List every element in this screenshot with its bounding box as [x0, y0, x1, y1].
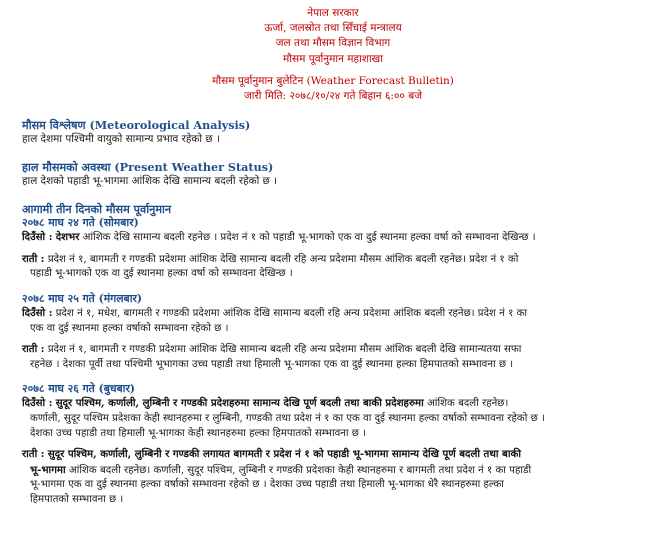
- forecast-title: आगामी तीन दिनको मौसम पूर्वानुमान: [22, 202, 172, 217]
- department-name: जल तथा मौसम विज्ञान विभाग: [275, 37, 391, 50]
- night-label: राती :: [22, 448, 45, 461]
- analysis-title: मौसम विश्लेषण (Meteorological Analysis): [22, 118, 251, 133]
- night-forecast: [22, 342, 644, 358]
- daytime-label: दिउँसो :: [22, 397, 53, 410]
- night-label: राती :: [22, 252, 45, 265]
- govt-name: नेपाल सरकार: [307, 7, 359, 19]
- night-forecast: [22, 252, 644, 268]
- daytime-region: सुदूर पश्चिम, कर्णाली, लुम्बिनी र गण्डकी प्रदेशहरुमा सामान्य देखि पूर्ण बदली तथा बाकी प्रदेशहरुमा: [55, 397, 424, 410]
- forecast-day: [22, 292, 644, 372]
- daytime-label: दिउँसो :: [22, 307, 53, 319]
- daytime-tail: आंशिक बदली रहनेछ।: [427, 398, 509, 410]
- current-body: हाल देशको पहाडी भू-भागमा आंशिक देखि सामान्य बदली रहेको छ ।: [22, 175, 278, 188]
- daytime-forecast: [22, 306, 644, 322]
- daytime-text: प्रदेश नं १, मधेश, बागमती र गण्डकी प्रदेशमा आंशिक देखि सामान्य बदली रहि अन्य प्रदेशमा आंशिक बदली रहनेछ। प्रदेश नं १ का: [55, 308, 528, 319]
- issue-date: जारी मिति: २०७८/१०/२४ गते बिहान ६:०० बजे: [244, 90, 422, 103]
- night-text-cont: रहनेछ । देशका पूर्वी तथा पश्चिमी भूभागका उच्च पहाडी तथा हिमाली भू-भागका एक वा दुई स्थानमा हल्का हिमपातको सम्भावना छ ।: [30, 358, 514, 370]
- analysis-section: [22, 118, 644, 146]
- forecast-day: [22, 382, 644, 507]
- night-region-cont: भू-भागमा: [30, 463, 66, 476]
- analysis-body: हाल देशमा पश्चिमी वायुको सामान्य प्रभाव रहेको छ ।: [22, 133, 220, 146]
- bulletin-header: [22, 6, 644, 104]
- daytime-text-cont: कर्णाली, सुदूर पश्चिम प्रदेशका केही स्थानहरुमा र लुम्बिनी, गण्डकी तथा प्रदेश नं १ का एक वा दुई स्थानमा हल्का वर्षाको सम्भावना रहेको छ ।: [30, 412, 545, 424]
- day-date: २०७८ माघ २४ गते (सोमबार): [22, 216, 139, 230]
- daytime-text: आंशिक देखि सामान्य बदली रहनेछ । प्रदेश नं १ को पहाडी भू-भागको एक वा दुई स्थानमा हल्का वर्षा को सम्भावना देखिन्छ ।: [82, 232, 536, 244]
- night-text: प्रदेश नं १, बागमती र गण्डकी प्रदेशमा आंशिक देखि सामान्य बदली रहि अन्य प्रदेशमा मौसम आंशिक बदली देखि सामान्यतया सफा: [47, 344, 522, 356]
- night-text-cont: हिमपातको सम्भावना छ ।: [30, 493, 124, 505]
- ministry-name: ऊर्जा, जलस्रोत तथा सिँचाई मन्त्रालय: [264, 22, 402, 35]
- night-forecast: [22, 447, 644, 463]
- daytime-text-cont: एक वा दुई स्थानमा हल्का वर्षाको सम्भावना रहेको छ ।: [30, 322, 229, 334]
- night-text: प्रदेश नं १, बागमती र गण्डकी प्रदेशमा आंशिक देखि सामान्य बदली रहि अन्य प्रदेशमा मौसम आंशिक बदली रहनेछ। प्रदेश नं १ को: [47, 253, 519, 265]
- daytime-label: दिउँसो :: [22, 231, 53, 244]
- daytime-forecast: [22, 230, 644, 246]
- day-date: २०७८ माघ २६ गते (बुधबार): [22, 382, 135, 396]
- daytime-text-cont: देशका उच्च पहाडी तथा हिमाली भू-भागका केही स्थानहरुमा हल्का हिमपातको सम्भावना छ ।: [30, 427, 367, 439]
- current-section: [22, 160, 644, 188]
- night-label: राती :: [22, 343, 45, 356]
- current-title: हाल मौसमको अवस्था (Present Weather Status): [22, 160, 274, 175]
- forecast-section: [22, 202, 644, 507]
- night-text-cont: पहाडी भू-भागको एक वा दुई स्थानमा हल्का वर्षा को सम्भावना देखिन्छ ।: [30, 268, 293, 280]
- forecast-day: [22, 216, 644, 282]
- night-text-cont: [22, 463, 644, 479]
- night-tail: आंशिक बदली रहनेछ। कर्णाली, सुदूर पश्चिम, लुम्बिनी र गण्डकी प्रदेशका केही स्थानहरुमा र बागमती तथा प्रदेश नं १ का पहाडी: [68, 464, 532, 476]
- night-region: सुदूर पश्चिम, कर्णाली, लुम्बिनी र गण्डकी लगायत बागमती र प्रदेश नं १ को पहाडी भू-भागमा सामान्य देखि पूर्ण बदली तथा बाकी: [47, 448, 521, 461]
- day-date: २०७८ माघ २५ गते (मंगलबार): [22, 292, 143, 305]
- night-text-cont: भू-भागमा एक वा दुई स्थानमा हल्का वर्षाको सम्भावना रहेको छ । देशका उच्च पहाडी तथा हिमाली भू-भागका धेरै स्थानहरुमा हल्का: [30, 479, 504, 491]
- bulletin-title: मौसम पूर्वानुमान बुलेटिन (Weather Forecast Bulletin): [212, 74, 454, 87]
- division-name: मौसम पूर्वानुमान महाशाखा: [283, 52, 383, 65]
- daytime-region: देशभर: [55, 231, 80, 244]
- daytime-forecast: [22, 396, 644, 412]
